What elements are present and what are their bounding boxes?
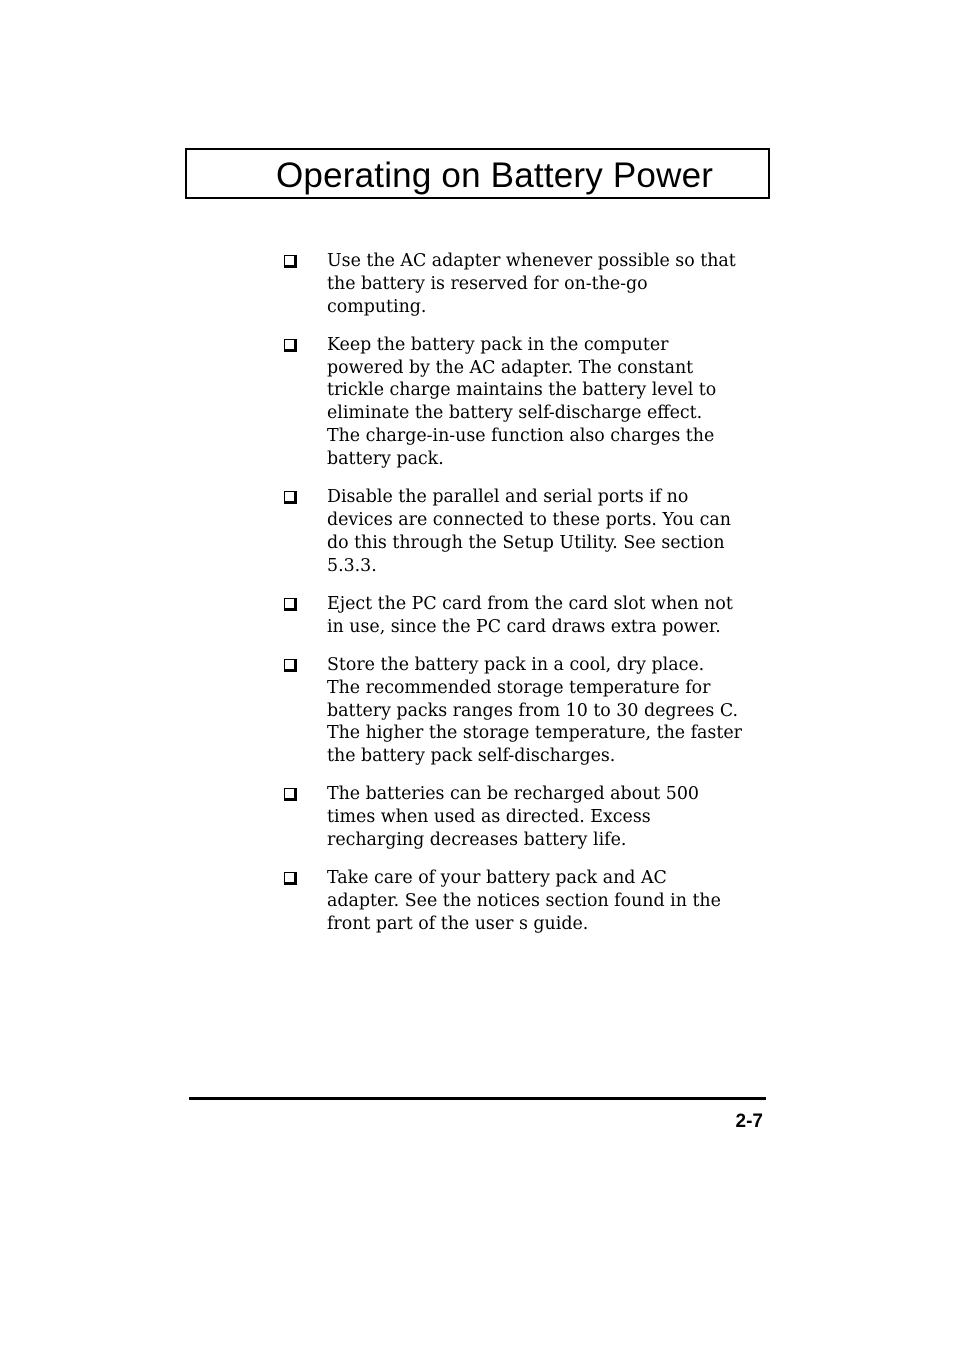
checkbox-icon <box>284 788 297 801</box>
page-number: 2-7 <box>735 1111 763 1132</box>
checkbox-icon <box>284 339 297 352</box>
list-item <box>281 654 771 768</box>
list-item <box>281 867 771 935</box>
list-item <box>281 593 771 639</box>
checkbox-icon <box>284 491 297 504</box>
list-item <box>281 250 771 318</box>
tip-text: Keep the battery pack in the computer powered by the AC adapter. The constant trickle charge maintains the battery level to eliminate the battery self-discharge effect. The charge-in-use function also charges the battery pack. <box>327 334 717 469</box>
battery-tips-list <box>281 250 771 951</box>
checkbox-icon <box>284 598 297 611</box>
tip-text: Disable the parallel and serial ports if no devices are connected to these ports. You can do this through the Setup Utility. See section 5.3.3. <box>327 487 731 576</box>
checkbox-icon <box>284 872 297 885</box>
checkbox-icon <box>284 255 297 268</box>
tip-text: Take care of your battery pack and AC adapter. See the notices section found in the front part of the user s guide. <box>327 868 721 934</box>
list-item <box>281 783 771 851</box>
tip-text: Use the AC adapter whenever possible so that the battery is reserved for on-the-go computing. <box>327 251 736 317</box>
checkbox-icon <box>284 659 297 672</box>
page-title: Operating on Battery Power <box>276 156 714 195</box>
list-item <box>281 486 771 577</box>
page-title-box <box>185 148 770 199</box>
tip-text: The batteries can be recharged about 500 times when used as directed. Excess recharging decreases battery life. <box>327 784 699 851</box>
tip-text: Eject the PC card from the card slot when not in use, since the PC card draws extra power. <box>327 593 733 637</box>
tip-text: Store the battery pack in a cool, dry place. The recommended storage temperature for battery packs ranges from 10 to 30 degrees C. The higher the storage temperature, the faster the battery pack self-discharges. <box>327 654 742 767</box>
list-item <box>281 334 771 471</box>
footer-divider <box>189 1097 766 1100</box>
